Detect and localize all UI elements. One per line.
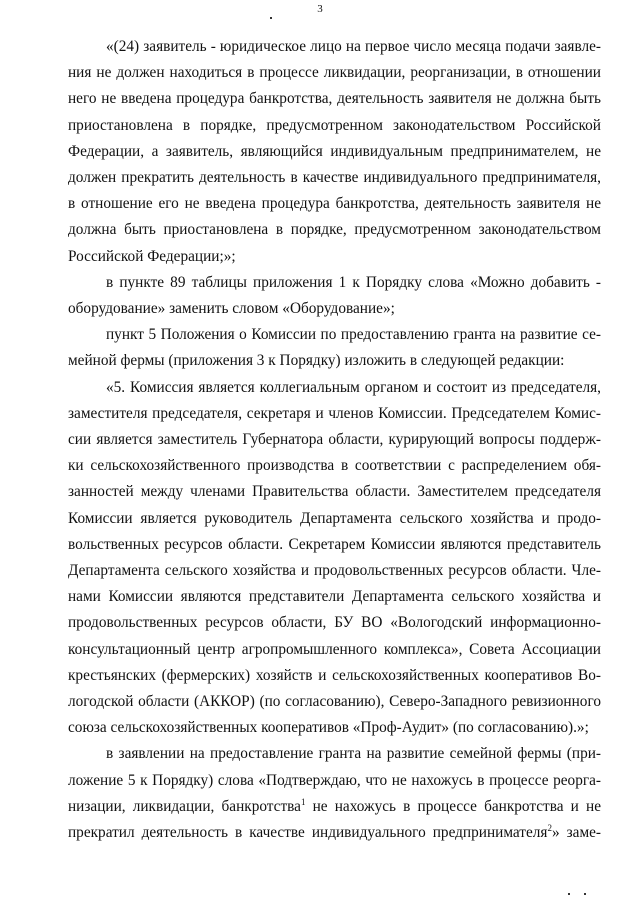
text-fragment: прекратил деятельность в качестве индивидуального предпринимателя	[68, 824, 548, 842]
text-line: него не введена процедура банкротства, деятельность заявителя не должна быть	[68, 90, 601, 108]
text-line: в отношение его не введена процедура банкротства, деятельность заявителя не	[68, 195, 601, 213]
page-number: 3	[317, 3, 323, 15]
footnote-marker: 1	[300, 796, 306, 807]
text-line: Федерации, а заявитель, являющийся индивидуальным предпринимателем, не	[68, 142, 601, 160]
text-line: Российской Федерации;»;	[68, 247, 236, 265]
paragraph-commission	[68, 375, 601, 742]
paragraph-item-89	[68, 270, 601, 322]
document-body	[68, 34, 601, 846]
text-line: пункт 5 Положения о Комиссии по предоставлению гранта на развитие се-	[106, 326, 601, 344]
text-line: ложение 5 к Порядку) слова «Подтверждаю, что не нахожусь в процессе реорга-	[68, 771, 601, 789]
text-line: должен прекратить деятельность в качестве индивидуального предпринимателя,	[68, 169, 601, 187]
text-line: ки сельскохозяйственного производства в соответствии с распределением обя-	[68, 457, 601, 475]
paragraph-application	[68, 741, 601, 846]
text-line: в пункте 89 таблицы приложения 1 к Порядку слова «Можно добавить -	[106, 273, 601, 291]
text-line: нами Комиссии являются представители Департамента сельского хозяйства и	[68, 588, 601, 606]
scan-artifact	[270, 17, 272, 19]
text-line: логодской области (АККОР) (по согласованию), Северо-Западного ревизионного	[68, 693, 601, 711]
text-line: консультационный центр агропромышленного комплекса», Совета Ассоциации	[68, 640, 601, 658]
text-line: Департамента сельского хозяйства и продовольственных ресурсов области. Чле-	[68, 562, 601, 580]
text-line: оборудование» заменить словом «Оборудование»;	[68, 300, 395, 318]
text-line: мейной фермы (приложения 3 к Порядку) изложить в следующей редакции:	[68, 352, 565, 370]
scan-artifact	[584, 893, 586, 895]
text-line: должна быть приостановлена в порядке, предусмотренном законодательством	[68, 221, 601, 239]
text-line: продовольственных ресурсов области, БУ ВО «Вологодский информационно-	[68, 614, 601, 632]
text-line: Комиссии является руководитель Департамента сельского хозяйства и продо-	[68, 509, 601, 527]
text-line: союза сельскохозяйственных кооперативов «Проф-Аудит» (по согласованию).»;	[68, 719, 589, 737]
text-line: «5. Комиссия является коллегиальным органом и состоит из председателя,	[106, 378, 601, 396]
text-line: заместителя председателя, секретаря и членов Комиссии. Председателем Комис-	[68, 404, 601, 422]
text-fragment: не нахожусь в процессе банкротства и не	[305, 797, 601, 815]
text-fragment: » заме-	[551, 824, 602, 842]
text-line-with-footnote	[68, 794, 601, 820]
text-line: сии является заместитель Губернатора области, курирующий вопросы поддерж-	[68, 431, 601, 449]
scan-artifact	[568, 893, 570, 895]
text-line: приостановлена в порядке, предусмотренном законодательством Российской	[68, 116, 601, 134]
text-line: вольственных ресурсов области. Секретарем Комиссии являются представитель	[68, 535, 601, 553]
paragraph-clause-24	[68, 34, 601, 270]
footnote-marker: 2	[547, 823, 552, 833]
text-line: занностей между членами Правительства области. Заместителем председателя	[68, 483, 601, 501]
text-line: «(24) заявитель - юридическое лицо на первое число месяца подачи заявле-	[106, 38, 601, 55]
text-line: в заявлении на предоставление гранта на развитие семейной фермы (при-	[106, 745, 601, 763]
paragraph-item-5-intro	[68, 322, 601, 374]
text-line-with-footnote	[68, 820, 601, 846]
text-fragment: низации, ликвидации, банкротства	[68, 797, 301, 815]
text-line: крестьянских (фермерских) хозяйств и сельскохозяйственных кооперативов Во-	[68, 666, 601, 684]
text-line: ния не должен находиться в процессе ликвидации, реорганизации, в отношении	[68, 64, 601, 82]
